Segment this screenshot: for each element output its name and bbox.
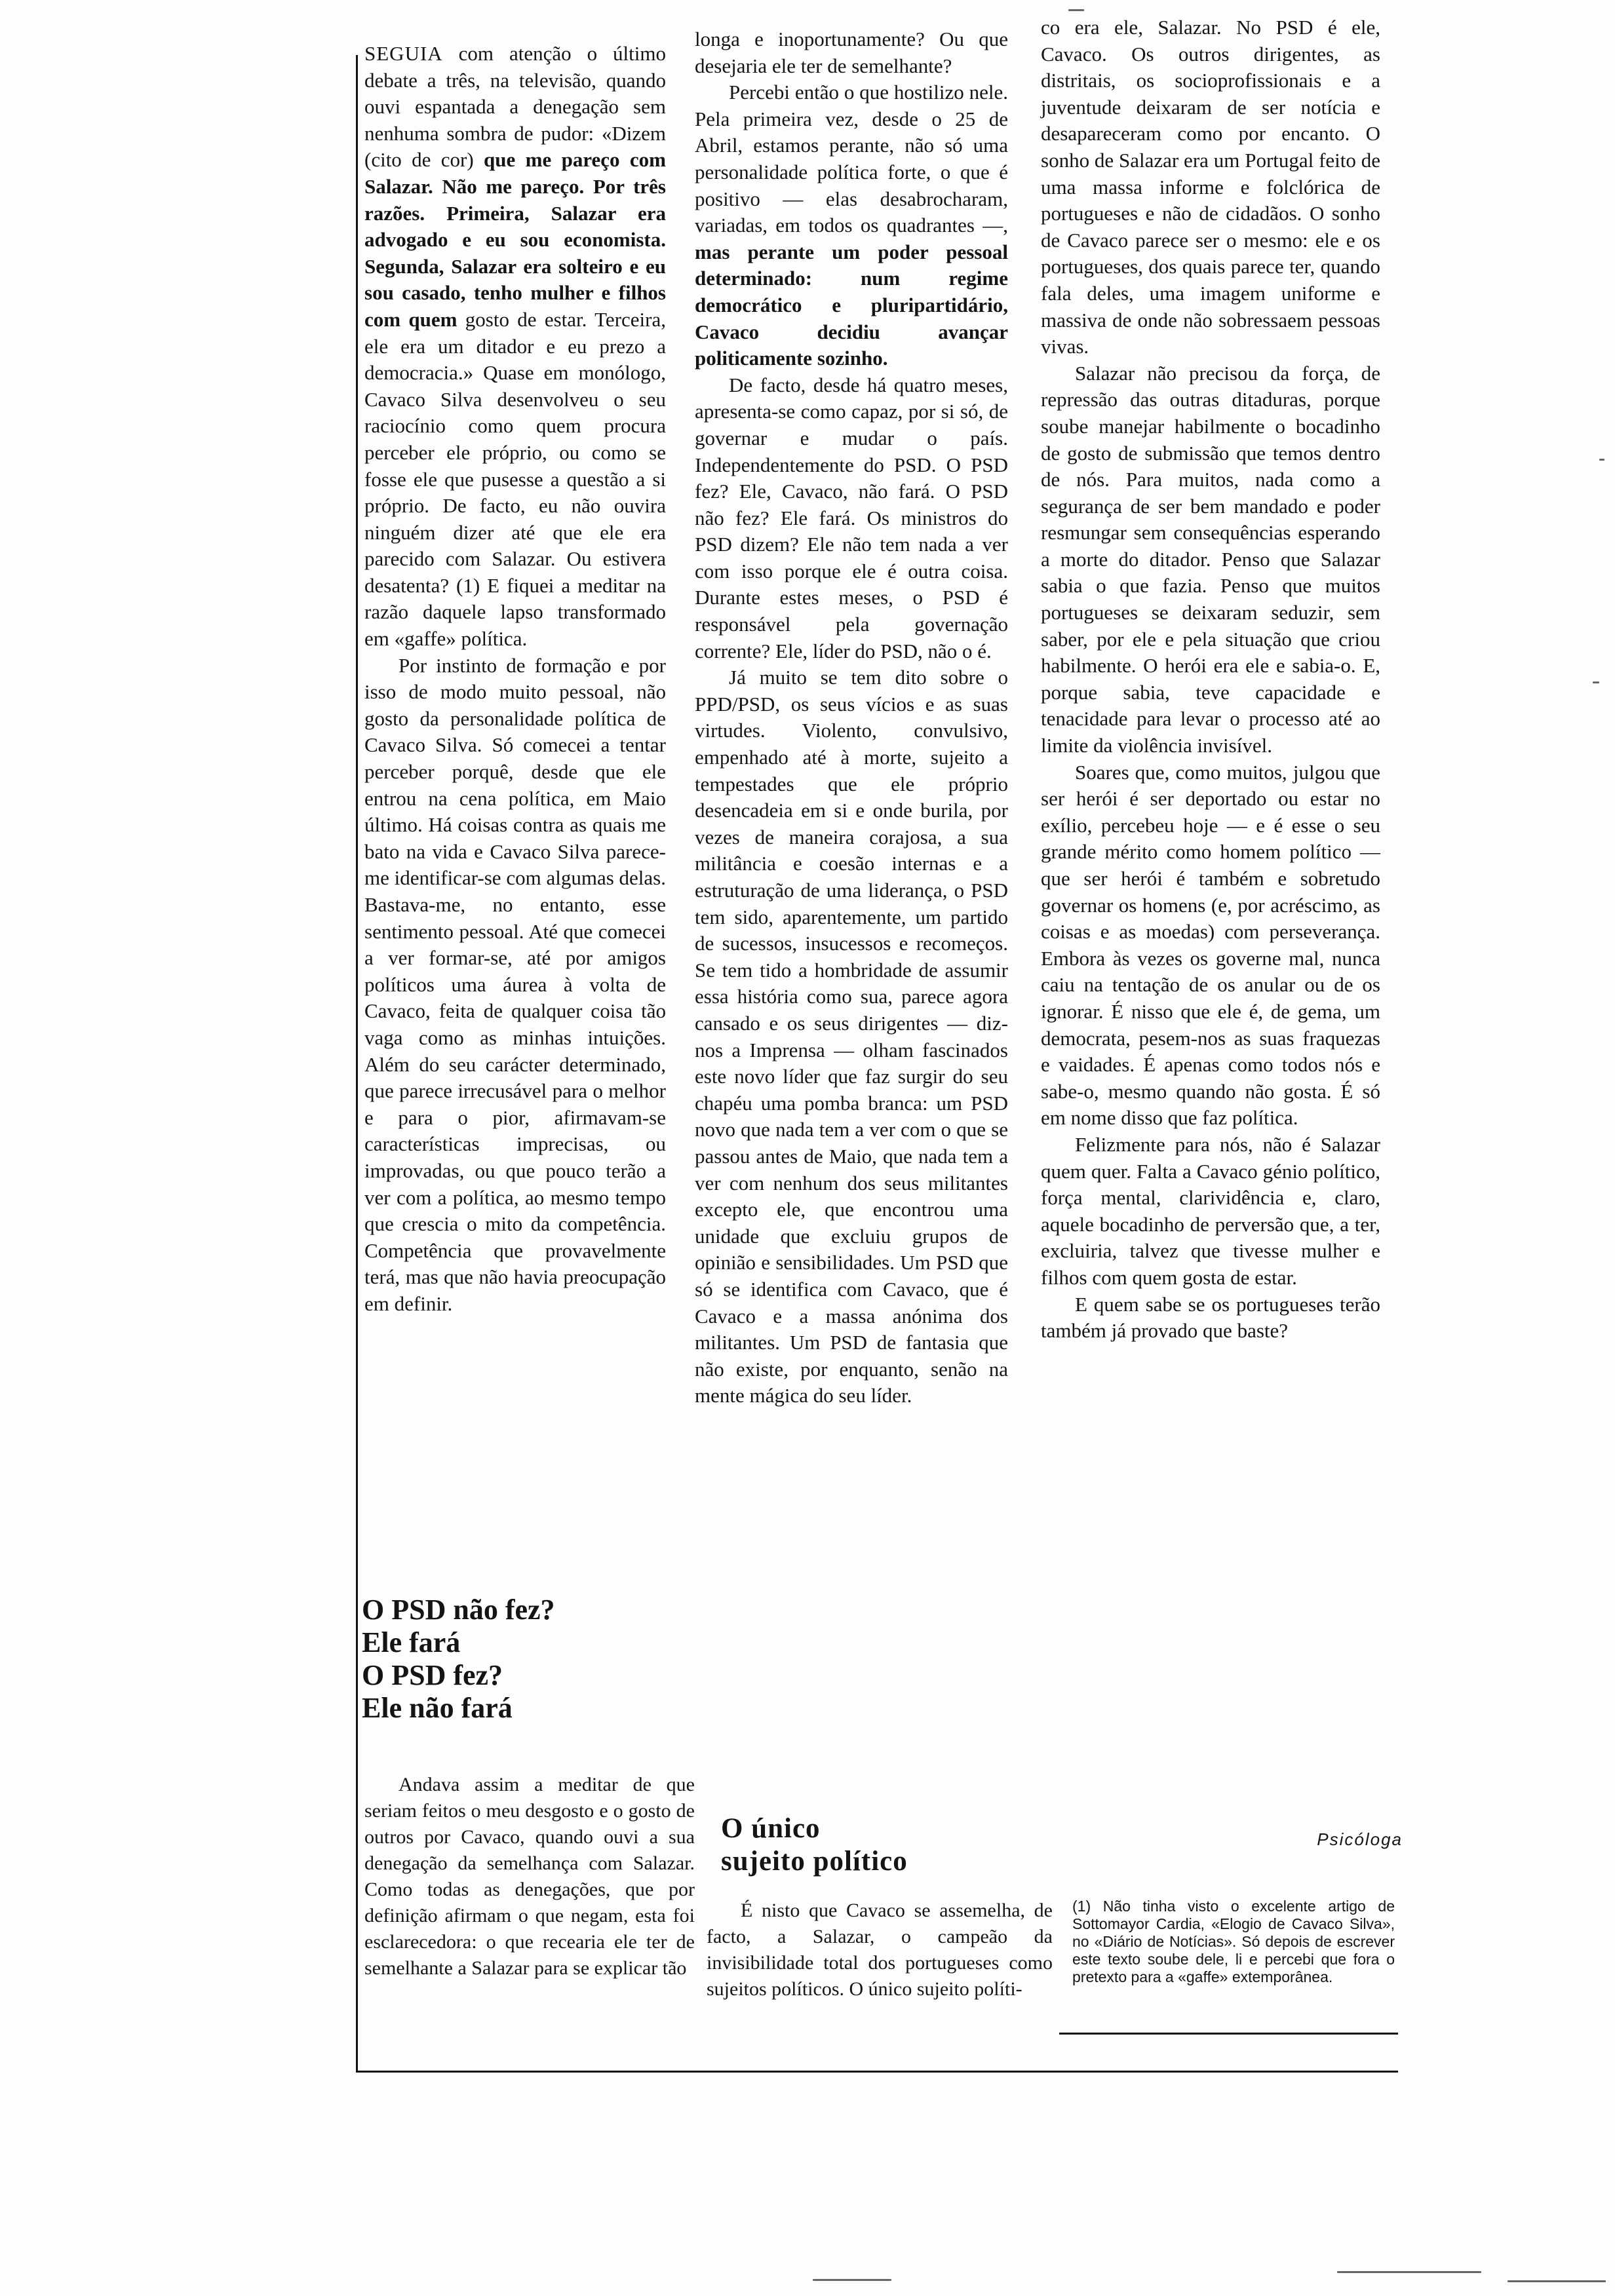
lead-word: SEGUIA — [364, 42, 443, 65]
article-paragraph: E quem sabe se os portugueses terão também já provado que baste? — [1041, 1292, 1380, 1343]
article-paragraph: Felizmente para nós, não é Salazar quem quer. Falta a Cavaco génio político, força mental, clarividência e, claro, aquele bocadinho de perversão que, a ter, excluiria, talvez que tivesse mulher e filhos com quem gosta de estar. — [1041, 1132, 1380, 1289]
column-2 — [695, 26, 1008, 1409]
article-paragraph: SEGUIA com atenção o último debate a três, na televisão, quando ouvi espantada a denegação sem nenhuma sombra de pudor: «Dizem (cito de cor) que me pareço com Salazar. Não me pareço. Por três razões. Primeira, Salazar era advogado e eu sou economista. Segunda, Salazar era solteiro e eu sou casado, tenho mulher e filhos com quem gosto de estar. Terceira, ele era um ditador e eu prezo a democracia.» Quase em monólogo, Cavaco Silva desenvolveu o seu raciocínio como quem procura perceber ele próprio, ou como se fosse ele que pusesse a questão a si próprio. De facto, eu não ouvira ninguém dizer até que ele era parecido com Salazar. Ou estivera desatenta? (1) E fiquei a meditar na razão daquele lapso transformado em «gaffe» política. — [364, 42, 666, 651]
author-signature: Psicóloga — [1317, 1829, 1403, 1849]
article-paragraph: Soares que, como muitos, julgou que ser herói é ser deportado ou estar no exílio, percebeu hoje — e é esse o seu grande mérito como homem político — que ser herói é também e sobretudo governar os homens (e, por acréscimo, as coisas e as moedas) com perseverança. Embora às vezes os governe mal, nunca caiu na tentação de os anular ou de os ignorar. É nisso que ele é, de gema, um democrata, pesem-nos as suas fraquezas e vaidades. É apenas como todos nós e sabe-o, mesmo quando não gosta. É só em nome disso que faz política. — [1041, 760, 1380, 1130]
scan-speck — [1508, 2280, 1606, 2282]
article-paragraph: De facto, desde há quatro meses, apresenta-se como capaz, por si só, de governar e mudar o país. Independentemente do PSD. O PSD fez? Ele, Cavaco, não fará. O PSD não fez? Ele fará. Os ministros do PSD dizem? Ele não tem nada a ver com isso porque ele é outra coisa. Durante estes meses, o PSD é responsável pela governação corrente? Ele, líder do PSD, não o é. — [695, 373, 1008, 662]
column-2-continuation — [707, 1898, 1053, 2002]
scan-speck — [1593, 681, 1599, 683]
footnote: (1) Não tinha visto o excelente artigo de Sottomayor Cardia, «Elogio de Cavaco Silva», no «Diário de Notícias». Só depois de escrever este texto soube dele, li e percebi que fora o pretexto para a «gaffe» extemporânea. — [1072, 1898, 1395, 1985]
scan-speck — [1599, 459, 1605, 461]
scan-speck — [813, 2279, 891, 2281]
article-paragraph: Já muito se tem dito sobre o PPD/PSD, os seus vícios e as suas virtudes. Violento, convulsivo, empenhado até à morte, sujeito a tempestades que ele próprio desencadeia em si e onde burila, por vezes de maneira corajosa, a sua militância e coesão internas e a estruturação de uma liderança, o PSD tem sido, aparentemente, um partido de sucessos, insucessos e recomeços. Se tem tido a hombridade de assumir essa história como sua, parece agora cansado e os seus dirigentes — diz-nos a Imprensa — olham fascinados este novo líder que faz surgir do seu chapéu uma pomba branca: um PSD novo que nada tem a ver com o que se passou antes de Maio, que nada tem a ver com nenhum dos seus militantes excepto ele, que encontrou uma unidade que excluiu grupos de opinião e sensibilidades. Um PSD que só se identifica com Cavaco, que é Cavaco e a massa anónima dos militantes. Um PSD de fantasia que não existe, por enquanto, senão na mente mágica do seu líder. — [695, 666, 1008, 1407]
left-column-rule — [356, 55, 358, 2071]
column-3 — [1041, 14, 1380, 1345]
footnote-rule — [1059, 2033, 1398, 2035]
bottom-rule — [356, 2071, 1398, 2073]
column-1 — [364, 41, 666, 1318]
scan-speck — [1337, 2271, 1481, 2273]
subheading-unico: O único sujeito político — [721, 1813, 908, 1877]
article-paragraph: É nisto que Cavaco se assemelha, de facto, a Salazar, o campeão da invisibilidade total dos portugueses como sujeitos políticos. O único sujeito políti- — [707, 1900, 1053, 2000]
article-paragraph: Salazar não precisou da força, de repressão das outras ditaduras, porque soube manejar habilmente o bocadinho de gosto de submissão que temos dentro de nós. Para muitos, nada como a segurança de ser bem mandado e poder resmungar sem consequências esperando a morte do ditador. Penso que Salazar sabia o que fazia. Penso que muitos portugueses se deixaram seduzir, sem saber, por ele e pela situação que criou habilmente. O herói era ele e sabia-o. E, porque sabia, teve capacidade e tenacidade para levar o processo até ao limite da violência invisível. — [1041, 361, 1380, 757]
article-paragraph: Percebi então o que hostilizo nele. Pela primeira vez, desde o 25 de Abril, estamos perante, não só uma personalidade política forte, o que é positivo — elas desabrocharam, variadas, em todos os quadrantes —, mas perante um poder pessoal determinado: num regime democrático e pluripartidário, Cavaco decidiu avançar politicamente sozinho. — [695, 81, 1008, 370]
article-paragraph: longa e inoportunamente? Ou que desejaria ele ter de semelhante? — [695, 28, 1008, 77]
article-paragraph: Por instinto de formação e por isso de modo muito pessoal, não gosto da personalidade política de Cavaco Silva. Só comecei a tentar perceber porquê, desde que ele entrou na cena política, em Maio último. Há coisas contra as quais me bato na vida e Cavaco Silva parece-me identificar-se com algumas delas. Bastava-me, no entanto, esse sentimento pessoal. Até que comecei a ver formar-se, até por amigos políticos uma áurea à volta de Cavaco, feita de qualquer coisa tão vaga como as minhas intuições. Além do seu carácter determinado, que parece irrecusável para o melhor e para o pior, afirmavam-se características imprecisas, ou improvadas, ou que pouco terão a ver com a política, ao mesmo tempo que crescia o mito da competência. Competência que provavelmente terá, mas que não havia preocupação em definir. — [364, 653, 666, 1315]
article-paragraph: Andava assim a meditar de que seriam feitos o meu desgosto e o gosto de outros por Cavaco, quando ouvi a sua denegação da semelhança com Salazar. Como todas as denegações, que por definição afirmam o que negam, esta foi esclarecedora: o que recearia ele ter de semelhante a Salazar para se explicar tão — [364, 1774, 695, 1979]
article-paragraph: co era ele, Salazar. No PSD é ele, Cavaco. Os outros dirigentes, as distritais, os socioprofissionais e a juventude deixaram de ser notícia e desapareceram como por encanto. O sonho de Salazar era um Portugal feito de uma massa informe e folclórica de portugueses e não de cidadãos. O sonho de Cavaco parece ser o mesmo: ele e os portugueses, dos quais parece ter, quando fala deles, uma imagem uniforme e massiva de onde não sobressaem pessoas vivas. — [1041, 16, 1380, 358]
column-1-continuation — [364, 1772, 695, 1981]
subheading-psd: O PSD não fez? Ele fará O PSD fez? Ele não fará — [362, 1594, 555, 1724]
scan-speck — [1068, 9, 1084, 11]
